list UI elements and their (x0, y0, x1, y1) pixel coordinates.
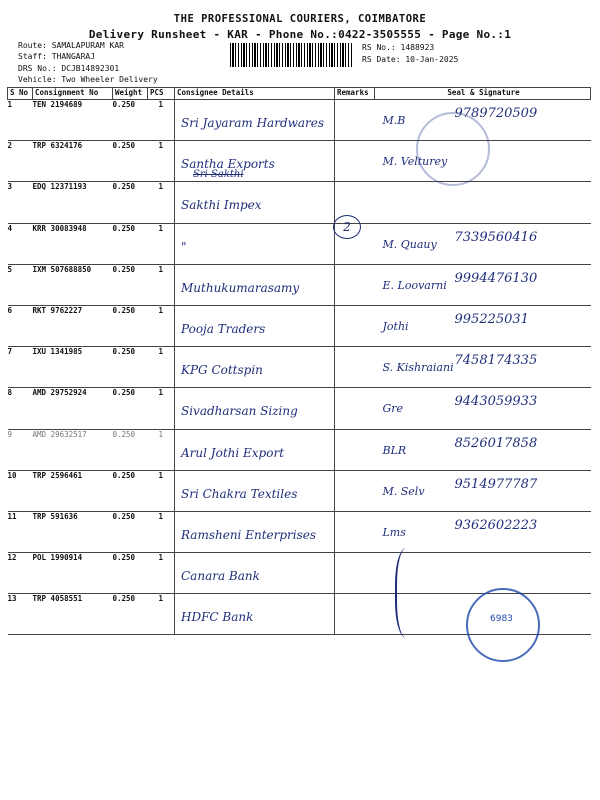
struck-out-text: Sri Sakthi (193, 169, 244, 181)
row-pcs: 1 (148, 594, 175, 635)
row-weight: 0.250 (113, 264, 148, 305)
row-signature-phone: 9362602223 (454, 517, 538, 533)
row-signature-cell (375, 182, 591, 223)
row-signature-cell (375, 470, 591, 511)
row-remarks (335, 347, 375, 388)
row-pcs: 1 (148, 511, 175, 552)
row-consignee-cell (175, 264, 335, 305)
row-signature-cell (375, 511, 591, 552)
row-weight: 0.250 (113, 347, 148, 388)
row-weight: 0.250 (113, 429, 148, 470)
row-pcs: 1 (148, 553, 175, 594)
route-label: Route: SAMALAPURAM KAR (18, 41, 124, 50)
row-signature-phone: 7458174335 (454, 353, 538, 369)
row-consignee-handwriting: Sri Jayaram Hardwares (181, 116, 325, 130)
row-sno: 11 (8, 511, 33, 552)
row-sno: 10 (8, 470, 33, 511)
row-signature-name: S. Kishraiani (382, 361, 454, 375)
row-sno: 4 (8, 223, 33, 264)
row-consignee-cell (175, 347, 335, 388)
row-consignee-cell (175, 594, 335, 635)
row-consignment-no: EDQ 12371193 (33, 182, 113, 223)
row-signature-name: M.B (382, 114, 406, 127)
row-consignee-handwriting: Pooja Traders (181, 321, 266, 336)
circled-annotation: 2 (333, 215, 361, 239)
row-consignment-no: RKT 9762227 (33, 305, 113, 346)
runsheet-title: Delivery Runsheet - KAR - Phone No.:0422-3505555 - Page No.:1 (88, 28, 512, 41)
row-consignee-handwriting: HDFC Bank (181, 610, 254, 625)
row-consignee-handwriting: Sakthi Impex (181, 198, 262, 213)
row-consignee-cell (175, 388, 335, 429)
row-pcs: 1 (148, 347, 175, 388)
row-sno: 13 (8, 594, 33, 635)
row-weight: 0.250 (113, 388, 148, 429)
row-consignee-cell (175, 223, 335, 264)
row-consignee-cell (175, 553, 335, 594)
row-weight: 0.250 (113, 553, 148, 594)
row-pcs: 1 (148, 429, 175, 470)
signature-scrawl (395, 548, 423, 638)
row-signature-name: Jothi (382, 319, 409, 333)
row-sno: 9 (8, 429, 33, 470)
row-remarks (335, 264, 375, 305)
rs-number: RS No.: 1488923 (362, 43, 435, 52)
row-consignment-no: AMD 29632517 (33, 429, 113, 470)
table-row (8, 511, 591, 552)
row-remarks (335, 388, 375, 429)
row-signature-phone: 7339560416 (454, 229, 538, 245)
row-signature-name: M. Quauy (382, 237, 437, 251)
col-signature: Seal & Signature (375, 88, 591, 100)
row-consignee-handwriting: Muthukumarasamy (181, 280, 300, 295)
row-consignee-handwriting: KPG Cottspin (181, 363, 263, 378)
row-remarks (335, 594, 375, 635)
row-remarks (335, 100, 375, 141)
row-remarks (335, 305, 375, 346)
row-pcs: 1 (148, 470, 175, 511)
table-row (8, 141, 591, 182)
staff-label: Staff: THANGARAJ (18, 52, 96, 61)
row-sno: 2 (8, 141, 33, 182)
row-consignment-no: TEN 2194689 (33, 100, 113, 141)
bank-seal-stamp (466, 588, 540, 662)
row-signature-cell (375, 264, 591, 305)
row-consignee-cell (175, 141, 335, 182)
row-signature-phone: 9514977787 (454, 476, 538, 492)
drs-number: DRS No.: DCJB14892301 (18, 64, 120, 73)
row-signature-name: Lms (382, 525, 406, 539)
row-pcs: 1 (148, 141, 175, 182)
row-consignment-no: TRP 2596461 (33, 470, 113, 511)
row-pcs: 1 (148, 100, 175, 141)
col-consignee: Consignee Details (175, 88, 335, 100)
col-pcs: PCS (148, 88, 175, 100)
row-weight: 0.250 (113, 141, 148, 182)
row-remarks (335, 470, 375, 511)
row-consignment-no: TRP 6324176 (33, 141, 113, 182)
col-weight: Weight (113, 88, 148, 100)
row-sno: 1 (8, 100, 33, 141)
row-signature-phone: 995225031 (454, 311, 529, 327)
row-consignee-cell (175, 470, 335, 511)
row-consignment-no: IXU 1341985 (33, 347, 113, 388)
row-sno: 6 (8, 305, 33, 346)
row-pcs: 1 (148, 264, 175, 305)
row-remarks (335, 511, 375, 552)
row-signature-name: Gre (382, 402, 404, 416)
row-consignee-handwriting: Arul Jothi Export (181, 445, 285, 460)
row-consignee-cell (175, 511, 335, 552)
row-consignee-handwriting: Ramsheni Enterprises (181, 527, 317, 542)
row-pcs: 1 (148, 182, 175, 223)
row-consignment-no: TRP 4058551 (33, 594, 113, 635)
runsheet-table (7, 87, 591, 635)
table-row (8, 347, 591, 388)
rs-date: RS Date: 10-Jan-2025 (362, 55, 459, 64)
row-consignment-no: KRR 30083948 (33, 223, 113, 264)
row-consignee-cell (175, 305, 335, 346)
stamp-number: 6983 (490, 614, 513, 624)
table-header-row (8, 88, 591, 100)
table-row (8, 264, 591, 305)
row-signature-name: M. Selv (382, 484, 425, 498)
row-signature-name: M. Velturey (382, 155, 448, 169)
faded-seal-stamp (416, 112, 490, 186)
row-consignment-no: TRP 591636 (33, 511, 113, 552)
table-row (8, 100, 591, 141)
row-consignee-handwriting: " (181, 239, 187, 254)
row-weight: 0.250 (113, 305, 148, 346)
table-row (8, 429, 591, 470)
row-consignee-handwriting: Sri Chakra Textiles (181, 486, 298, 501)
table-row (8, 223, 591, 264)
barcode-image (230, 43, 352, 67)
row-signature-cell (375, 305, 591, 346)
row-weight: 0.250 (113, 470, 148, 511)
row-weight: 0.250 (113, 594, 148, 635)
row-remarks (335, 553, 375, 594)
row-signature-cell (375, 429, 591, 470)
table-row (8, 470, 591, 511)
row-consignee-handwriting: Sivadharsan Sizing (181, 404, 298, 419)
row-consignment-no: POL 1990914 (33, 553, 113, 594)
row-weight: 0.250 (113, 100, 148, 141)
row-sno: 8 (8, 388, 33, 429)
row-sno: 7 (8, 347, 33, 388)
row-pcs: 1 (148, 223, 175, 264)
col-remarks: Remarks (335, 88, 375, 100)
vehicle-label: Vehicle: Two Wheeler Delivery (18, 75, 158, 84)
row-signature-cell (375, 223, 591, 264)
row-weight: 0.250 (113, 182, 148, 223)
company-title: THE PROFESSIONAL COURIERS, COIMBATORE (173, 13, 427, 25)
col-sno: S No (8, 88, 33, 100)
row-signature-phone: 9443059933 (454, 394, 538, 410)
row-sno: 3 (8, 182, 33, 223)
row-sno: 5 (8, 264, 33, 305)
row-sno: 12 (8, 553, 33, 594)
row-consignee-cell (175, 100, 335, 141)
row-remarks (335, 429, 375, 470)
row-weight: 0.250 (113, 223, 148, 264)
row-signature-cell (375, 347, 591, 388)
row-consignment-no: AMD 29752924 (33, 388, 113, 429)
row-consignee-handwriting: Canara Bank (181, 569, 260, 584)
row-signature-phone: 9994476130 (454, 270, 538, 286)
col-consignment: Consignment No (33, 88, 113, 100)
row-pcs: 1 (148, 305, 175, 346)
table-row (8, 388, 591, 429)
row-signature-name: BLR (382, 443, 407, 457)
row-signature-phone: 9789720509 (454, 106, 538, 121)
table-row (8, 305, 591, 346)
row-signature-cell (375, 388, 591, 429)
row-consignment-no: IXM 507688850 (33, 264, 113, 305)
row-signature-name: E. Loovarni (382, 278, 447, 292)
table-row (8, 182, 591, 223)
row-consignee-cell (175, 429, 335, 470)
row-pcs: 1 (148, 388, 175, 429)
row-weight: 0.250 (113, 511, 148, 552)
row-consignee-handwriting: Santha Exports (181, 157, 275, 172)
row-remarks (335, 141, 375, 182)
row-consignee-cell (175, 182, 335, 223)
row-signature-phone: 8526017858 (454, 435, 538, 451)
